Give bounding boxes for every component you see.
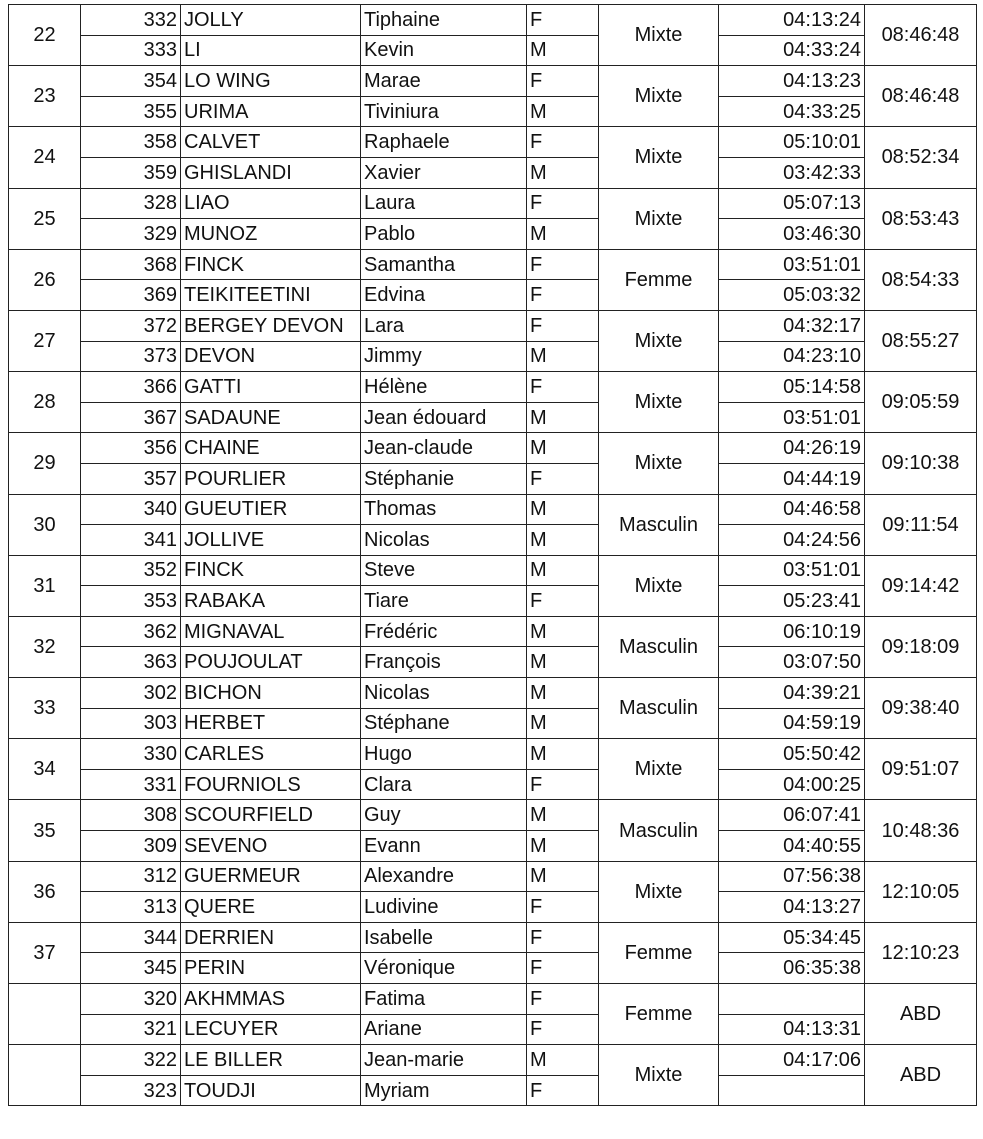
category-cell: Mixte — [599, 66, 719, 127]
sex-cell: F — [527, 188, 599, 219]
leg-time-cell: 04:23:10 — [719, 341, 865, 372]
sex-cell: F — [527, 984, 599, 1015]
table-row — [9, 984, 977, 1015]
category-cell: Masculin — [599, 800, 719, 861]
sex-cell: F — [527, 769, 599, 800]
last-name-cell: GATTI — [181, 372, 361, 403]
table-row — [9, 922, 977, 953]
leg-time-cell: 06:35:38 — [719, 953, 865, 984]
table-row — [9, 831, 977, 862]
table-row — [9, 372, 977, 403]
last-name-cell: POUJOULAT — [181, 647, 361, 678]
leg-time-cell — [719, 984, 865, 1015]
last-name-cell: DEVON — [181, 341, 361, 372]
category-cell: Femme — [599, 984, 719, 1045]
first-name-cell: Stéphane — [361, 708, 527, 739]
leg-time-cell: 04:32:17 — [719, 310, 865, 341]
bib-cell: 309 — [81, 831, 181, 862]
bib-cell: 368 — [81, 249, 181, 280]
table-row — [9, 739, 977, 770]
sex-cell: F — [527, 463, 599, 494]
first-name-cell: Ariane — [361, 1014, 527, 1045]
first-name-cell: Hugo — [361, 739, 527, 770]
total-time-cell: 09:14:42 — [865, 555, 977, 616]
rank-cell: 26 — [9, 249, 81, 310]
bib-cell: 352 — [81, 555, 181, 586]
last-name-cell: LIAO — [181, 188, 361, 219]
sex-cell: M — [527, 555, 599, 586]
total-time-cell: 09:38:40 — [865, 678, 977, 739]
sex-cell: F — [527, 249, 599, 280]
leg-time-cell: 04:26:19 — [719, 433, 865, 464]
leg-time-cell: 07:56:38 — [719, 861, 865, 892]
rank-cell: 37 — [9, 922, 81, 983]
table-row — [9, 586, 977, 617]
rank-cell: 29 — [9, 433, 81, 494]
category-cell: Masculin — [599, 494, 719, 555]
last-name-cell: MIGNAVAL — [181, 616, 361, 647]
last-name-cell: URIMA — [181, 96, 361, 127]
table-row — [9, 494, 977, 525]
sex-cell: M — [527, 402, 599, 433]
bib-cell: 367 — [81, 402, 181, 433]
table-row — [9, 953, 977, 984]
bib-cell: 332 — [81, 5, 181, 36]
last-name-cell: LECUYER — [181, 1014, 361, 1045]
table-row — [9, 188, 977, 219]
table-row — [9, 66, 977, 97]
bib-cell: 321 — [81, 1014, 181, 1045]
table-row — [9, 310, 977, 341]
rank-cell — [9, 1045, 81, 1106]
last-name-cell: JOLLIVE — [181, 525, 361, 556]
total-time-cell: 09:05:59 — [865, 372, 977, 433]
first-name-cell: Véronique — [361, 953, 527, 984]
first-name-cell: Edvina — [361, 280, 527, 311]
rank-cell: 32 — [9, 616, 81, 677]
bib-cell: 341 — [81, 525, 181, 556]
bib-cell: 333 — [81, 35, 181, 66]
leg-time-cell: 04:59:19 — [719, 708, 865, 739]
bib-cell: 312 — [81, 861, 181, 892]
leg-time-cell: 03:46:30 — [719, 219, 865, 250]
table-row — [9, 800, 977, 831]
bib-cell: 302 — [81, 678, 181, 709]
first-name-cell: Steve — [361, 555, 527, 586]
bib-cell: 330 — [81, 739, 181, 770]
bib-cell: 356 — [81, 433, 181, 464]
total-time-cell: 08:55:27 — [865, 310, 977, 371]
table-row — [9, 280, 977, 311]
first-name-cell: Isabelle — [361, 922, 527, 953]
sex-cell: F — [527, 372, 599, 403]
rank-cell: 30 — [9, 494, 81, 555]
sex-cell: F — [527, 127, 599, 158]
last-name-cell: FINCK — [181, 555, 361, 586]
category-cell: Mixte — [599, 372, 719, 433]
last-name-cell: GHISLANDI — [181, 157, 361, 188]
category-cell: Femme — [599, 249, 719, 310]
first-name-cell: Myriam — [361, 1075, 527, 1106]
category-cell: Mixte — [599, 5, 719, 66]
rank-cell: 22 — [9, 5, 81, 66]
first-name-cell: Fatima — [361, 984, 527, 1015]
sex-cell: F — [527, 1014, 599, 1045]
bib-cell: 345 — [81, 953, 181, 984]
category-cell: Masculin — [599, 678, 719, 739]
leg-time-cell: 03:42:33 — [719, 157, 865, 188]
rank-cell: 35 — [9, 800, 81, 861]
sex-cell: M — [527, 96, 599, 127]
sex-cell: M — [527, 494, 599, 525]
total-time-cell: 08:54:33 — [865, 249, 977, 310]
table-row — [9, 647, 977, 678]
sex-cell: M — [527, 678, 599, 709]
first-name-cell: François — [361, 647, 527, 678]
total-time-cell: 10:48:36 — [865, 800, 977, 861]
leg-time-cell: 04:13:31 — [719, 1014, 865, 1045]
table-row — [9, 35, 977, 66]
rank-cell: 33 — [9, 678, 81, 739]
bib-cell: 320 — [81, 984, 181, 1015]
sex-cell: M — [527, 525, 599, 556]
bib-cell: 344 — [81, 922, 181, 953]
table-row — [9, 1045, 977, 1076]
category-cell: Mixte — [599, 310, 719, 371]
sex-cell: F — [527, 1075, 599, 1106]
total-time-cell: 12:10:05 — [865, 861, 977, 922]
leg-time-cell: 04:39:21 — [719, 678, 865, 709]
category-cell: Mixte — [599, 739, 719, 800]
bib-cell: 362 — [81, 616, 181, 647]
table-row — [9, 555, 977, 586]
bib-cell: 328 — [81, 188, 181, 219]
bib-cell: 323 — [81, 1075, 181, 1106]
leg-time-cell: 05:03:32 — [719, 280, 865, 311]
leg-time-cell: 04:46:58 — [719, 494, 865, 525]
table-row — [9, 463, 977, 494]
bib-cell: 308 — [81, 800, 181, 831]
bib-cell: 359 — [81, 157, 181, 188]
last-name-cell: SEVENO — [181, 831, 361, 862]
last-name-cell: HERBET — [181, 708, 361, 739]
rank-cell: 36 — [9, 861, 81, 922]
category-cell: Mixte — [599, 555, 719, 616]
table-row — [9, 861, 977, 892]
first-name-cell: Clara — [361, 769, 527, 800]
total-time-cell: 09:10:38 — [865, 433, 977, 494]
table-row — [9, 525, 977, 556]
leg-time-cell: 04:40:55 — [719, 831, 865, 862]
first-name-cell: Stéphanie — [361, 463, 527, 494]
leg-time-cell: 03:51:01 — [719, 249, 865, 280]
rank-cell: 24 — [9, 127, 81, 188]
first-name-cell: Jean-claude — [361, 433, 527, 464]
first-name-cell: Xavier — [361, 157, 527, 188]
last-name-cell: TOUDJI — [181, 1075, 361, 1106]
table-row — [9, 127, 977, 158]
sex-cell: F — [527, 280, 599, 311]
results-body — [9, 5, 977, 1106]
table-row — [9, 5, 977, 36]
leg-time-cell: 05:23:41 — [719, 586, 865, 617]
leg-time-cell: 05:07:13 — [719, 188, 865, 219]
last-name-cell: AKHMMAS — [181, 984, 361, 1015]
last-name-cell: BICHON — [181, 678, 361, 709]
last-name-cell: LE BILLER — [181, 1045, 361, 1076]
bib-cell: 369 — [81, 280, 181, 311]
first-name-cell: Hélène — [361, 372, 527, 403]
category-cell: Mixte — [599, 127, 719, 188]
first-name-cell: Samantha — [361, 249, 527, 280]
table-row — [9, 708, 977, 739]
last-name-cell: CHAINE — [181, 433, 361, 464]
first-name-cell: Lara — [361, 310, 527, 341]
last-name-cell: SADAUNE — [181, 402, 361, 433]
table-row — [9, 769, 977, 800]
table-row — [9, 219, 977, 250]
category-cell: Mixte — [599, 1045, 719, 1106]
last-name-cell: CALVET — [181, 127, 361, 158]
category-cell: Mixte — [599, 861, 719, 922]
bib-cell: 303 — [81, 708, 181, 739]
first-name-cell: Kevin — [361, 35, 527, 66]
category-cell: Mixte — [599, 433, 719, 494]
first-name-cell: Nicolas — [361, 678, 527, 709]
bib-cell: 329 — [81, 219, 181, 250]
first-name-cell: Raphaele — [361, 127, 527, 158]
sex-cell: F — [527, 953, 599, 984]
leg-time-cell: 03:51:01 — [719, 402, 865, 433]
last-name-cell: SCOURFIELD — [181, 800, 361, 831]
bib-cell: 372 — [81, 310, 181, 341]
last-name-cell: LO WING — [181, 66, 361, 97]
table-row — [9, 249, 977, 280]
table-row — [9, 341, 977, 372]
last-name-cell: CARLES — [181, 739, 361, 770]
sex-cell: M — [527, 831, 599, 862]
first-name-cell: Marae — [361, 66, 527, 97]
rank-cell — [9, 984, 81, 1045]
last-name-cell: FINCK — [181, 249, 361, 280]
first-name-cell: Evann — [361, 831, 527, 862]
bib-cell: 331 — [81, 769, 181, 800]
first-name-cell: Jimmy — [361, 341, 527, 372]
bib-cell: 353 — [81, 586, 181, 617]
leg-time-cell: 04:13:24 — [719, 5, 865, 36]
last-name-cell: DERRIEN — [181, 922, 361, 953]
last-name-cell: TEIKITEETINI — [181, 280, 361, 311]
sex-cell: M — [527, 157, 599, 188]
sex-cell: M — [527, 219, 599, 250]
last-name-cell: MUNOZ — [181, 219, 361, 250]
first-name-cell: Alexandre — [361, 861, 527, 892]
bib-cell: 366 — [81, 372, 181, 403]
leg-time-cell: 06:10:19 — [719, 616, 865, 647]
bib-cell: 313 — [81, 892, 181, 923]
last-name-cell: GUERMEUR — [181, 861, 361, 892]
total-time-cell: 09:51:07 — [865, 739, 977, 800]
leg-time-cell: 03:51:01 — [719, 555, 865, 586]
leg-time-cell: 04:00:25 — [719, 769, 865, 800]
total-time-cell: ABD — [865, 984, 977, 1045]
table-row — [9, 402, 977, 433]
rank-cell: 31 — [9, 555, 81, 616]
leg-time-cell: 05:34:45 — [719, 922, 865, 953]
total-time-cell: ABD — [865, 1045, 977, 1106]
sex-cell: M — [527, 739, 599, 770]
table-row — [9, 892, 977, 923]
first-name-cell: Tiviniura — [361, 96, 527, 127]
table-row — [9, 157, 977, 188]
total-time-cell: 09:11:54 — [865, 494, 977, 555]
first-name-cell: Laura — [361, 188, 527, 219]
sex-cell: M — [527, 35, 599, 66]
total-time-cell: 09:18:09 — [865, 616, 977, 677]
last-name-cell: GUEUTIER — [181, 494, 361, 525]
sex-cell: F — [527, 66, 599, 97]
last-name-cell: FOURNIOLS — [181, 769, 361, 800]
leg-time-cell: 04:33:24 — [719, 35, 865, 66]
total-time-cell: 08:46:48 — [865, 66, 977, 127]
first-name-cell: Jean-marie — [361, 1045, 527, 1076]
sex-cell: M — [527, 616, 599, 647]
last-name-cell: QUERE — [181, 892, 361, 923]
sex-cell: M — [527, 708, 599, 739]
sex-cell: F — [527, 310, 599, 341]
leg-time-cell: 04:24:56 — [719, 525, 865, 556]
total-time-cell: 08:53:43 — [865, 188, 977, 249]
leg-time-cell: 04:13:23 — [719, 66, 865, 97]
last-name-cell: BERGEY DEVON — [181, 310, 361, 341]
leg-time-cell: 03:07:50 — [719, 647, 865, 678]
first-name-cell: Pablo — [361, 219, 527, 250]
sex-cell: M — [527, 433, 599, 464]
first-name-cell: Tiphaine — [361, 5, 527, 36]
results-table — [8, 4, 977, 1106]
leg-time-cell: 04:13:27 — [719, 892, 865, 923]
rank-cell: 25 — [9, 188, 81, 249]
sex-cell: M — [527, 1045, 599, 1076]
sex-cell: F — [527, 586, 599, 617]
table-row — [9, 678, 977, 709]
rank-cell: 23 — [9, 66, 81, 127]
leg-time-cell: 04:44:19 — [719, 463, 865, 494]
sex-cell: F — [527, 922, 599, 953]
bib-cell: 357 — [81, 463, 181, 494]
table-row — [9, 1014, 977, 1045]
table-row — [9, 96, 977, 127]
bib-cell: 358 — [81, 127, 181, 158]
first-name-cell: Jean édouard — [361, 402, 527, 433]
bib-cell: 340 — [81, 494, 181, 525]
leg-time-cell: 04:17:06 — [719, 1045, 865, 1076]
table-row — [9, 1075, 977, 1106]
first-name-cell: Nicolas — [361, 525, 527, 556]
bib-cell: 355 — [81, 96, 181, 127]
last-name-cell: PERIN — [181, 953, 361, 984]
total-time-cell: 08:46:48 — [865, 5, 977, 66]
last-name-cell: POURLIER — [181, 463, 361, 494]
sex-cell: M — [527, 861, 599, 892]
table-row — [9, 616, 977, 647]
leg-time-cell — [719, 1075, 865, 1106]
bib-cell: 322 — [81, 1045, 181, 1076]
sex-cell: M — [527, 800, 599, 831]
leg-time-cell: 06:07:41 — [719, 800, 865, 831]
bib-cell: 363 — [81, 647, 181, 678]
first-name-cell: Thomas — [361, 494, 527, 525]
sex-cell: M — [527, 341, 599, 372]
leg-time-cell: 05:14:58 — [719, 372, 865, 403]
category-cell: Mixte — [599, 188, 719, 249]
total-time-cell: 08:52:34 — [865, 127, 977, 188]
last-name-cell: RABAKA — [181, 586, 361, 617]
leg-time-cell: 05:10:01 — [719, 127, 865, 158]
leg-time-cell: 04:33:25 — [719, 96, 865, 127]
leg-time-cell: 05:50:42 — [719, 739, 865, 770]
category-cell: Masculin — [599, 616, 719, 677]
category-cell: Femme — [599, 922, 719, 983]
last-name-cell: LI — [181, 35, 361, 66]
last-name-cell: JOLLY — [181, 5, 361, 36]
first-name-cell: Frédéric — [361, 616, 527, 647]
results-sheet — [8, 4, 977, 1106]
rank-cell: 27 — [9, 310, 81, 371]
sex-cell: F — [527, 892, 599, 923]
first-name-cell: Tiare — [361, 586, 527, 617]
sex-cell: M — [527, 647, 599, 678]
rank-cell: 28 — [9, 372, 81, 433]
rank-cell: 34 — [9, 739, 81, 800]
total-time-cell: 12:10:23 — [865, 922, 977, 983]
bib-cell: 354 — [81, 66, 181, 97]
bib-cell: 373 — [81, 341, 181, 372]
table-row — [9, 433, 977, 464]
sex-cell: F — [527, 5, 599, 36]
first-name-cell: Guy — [361, 800, 527, 831]
first-name-cell: Ludivine — [361, 892, 527, 923]
